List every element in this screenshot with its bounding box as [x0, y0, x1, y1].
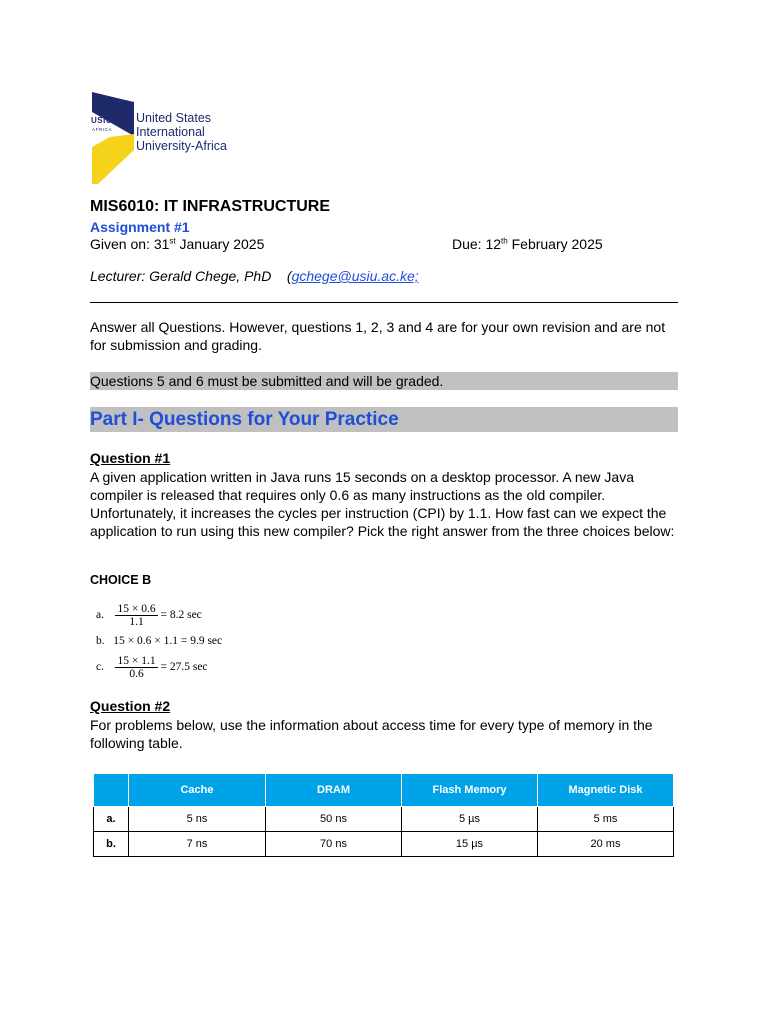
table-cell: 50 ns	[266, 807, 402, 832]
table-cell: 7 ns	[129, 832, 266, 857]
table-row	[94, 807, 674, 832]
table-cell: 5 ns	[129, 807, 266, 832]
question2-heading: Question #2	[90, 698, 171, 714]
given-date: Given on: 31st January 2025	[90, 236, 265, 252]
part1-title: Part I- Questions for Your Practice	[90, 407, 678, 432]
graded-note: Questions 5 and 6 must be submitted and will be graded.	[90, 372, 678, 390]
logo-abbr: USIU	[91, 116, 113, 125]
table-cell: 20 ms	[538, 832, 674, 857]
due-date: Due: 12th February 2025	[452, 236, 603, 252]
assignment-title: Assignment #1	[90, 219, 190, 235]
lecturer-email-link[interactable]: gchege@usiu.ac.ke;	[291, 268, 419, 284]
table-row	[94, 832, 674, 857]
option-a: a. $\frac{15 \times 0.6}{1.1}$ = 8.2 sec	[96, 603, 202, 628]
memory-access-table	[93, 773, 674, 857]
question1-heading: Question #1	[90, 450, 171, 466]
table-cell: b.	[94, 832, 129, 857]
logo-sub: AFRICA	[92, 127, 113, 132]
table-header-cell: Cache	[129, 774, 266, 807]
lecturer-line: Lecturer: Gerald Chege, PhD (gchege@usiu.ac.ke;	[90, 268, 419, 284]
table-cell: 70 ns	[266, 832, 402, 857]
lecturer-name: Lecturer: Gerald Chege, PhD	[90, 268, 272, 284]
option-c: c. $\frac{15 \times 1.1}{0.6}$ = 27.5 sec	[96, 655, 208, 680]
table-header-cell: DRAM	[266, 774, 402, 807]
option-b: b. 15 × 0.6 × 1.1 = 9.9 sec	[96, 635, 223, 647]
instructions-text: Answer all Questions. However, questions 1, 2, 3 and 4 are for your own revision and are not for submission and grading.	[90, 319, 666, 353]
question1-text: A given application written in Java runs 15 seconds on a desktop processor. A new Java compiler is released that requires only 0.6 as many instructions as the old compiler. Unfortunately, it increases the cycles per instruction (CPI) by 1.1. How fast can we expect the application to run using this new compiler? Pick the right answer from the three choices below:	[90, 469, 675, 539]
question1-answer: CHOICE B	[90, 573, 152, 587]
header-divider	[90, 302, 678, 303]
table-header-cell: Magnetic Disk	[538, 774, 674, 807]
course-title: MIS6010: IT INFRASTRUCTURE	[90, 198, 331, 215]
table-cell: 15 µs	[402, 832, 538, 857]
question2-text: For problems below, use the information about access time for every type of memory in the following table.	[90, 717, 653, 751]
logo-name: United States International University-Africa	[136, 111, 227, 153]
table-header-row	[94, 774, 674, 807]
table-header-cell	[94, 774, 129, 807]
table-cell: a.	[94, 807, 129, 832]
table-cell: 5 ms	[538, 807, 674, 832]
table-header-cell: Flash Memory	[402, 774, 538, 807]
table-cell: 5 µs	[402, 807, 538, 832]
